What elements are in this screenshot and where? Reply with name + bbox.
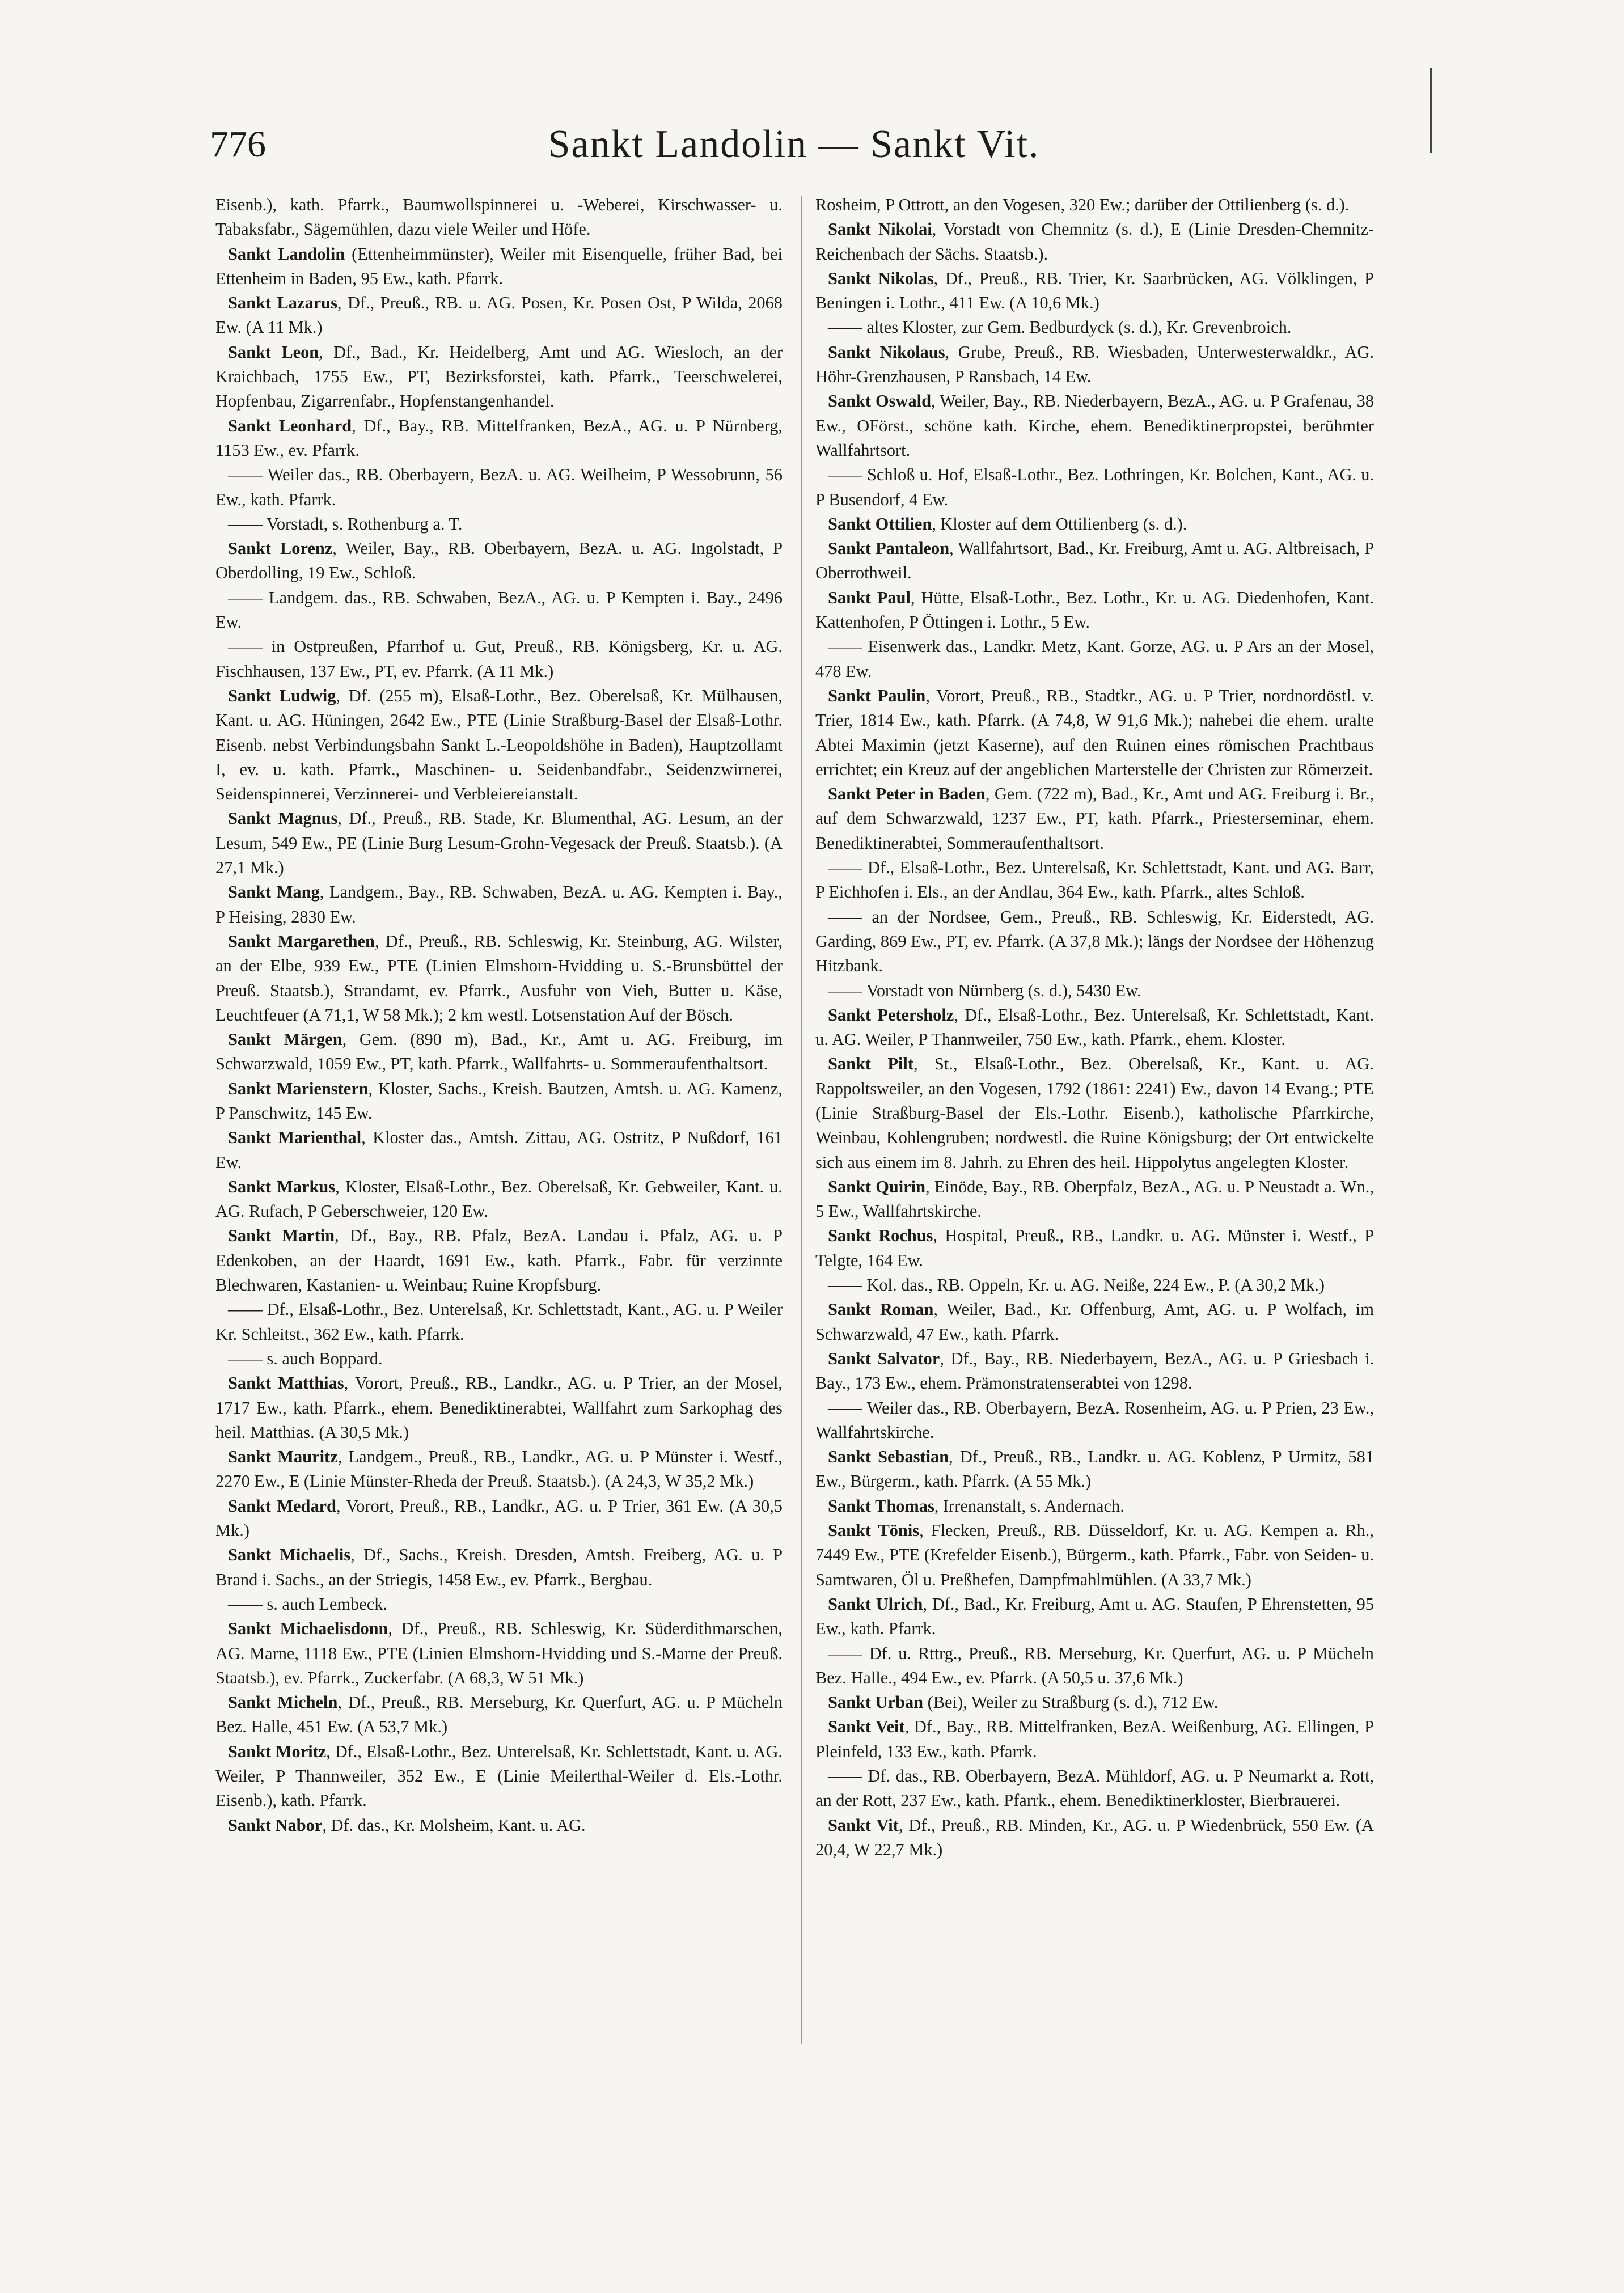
entry-text: , Df., Preuß., RB. Trier, Kr. Saarbrücken, AG. Völklingen, P Beningen i. Lothr., 411 Ew. (A 10,6 Mk.) xyxy=(815,268,1374,313)
page-number: 776 xyxy=(210,124,266,165)
left-column xyxy=(215,193,783,2058)
entry-headword: Sankt Tönis xyxy=(828,1521,920,1541)
entry-text: , Landgem., Preuß., RB., Landkr., AG. u. P Münster i. Westf., 2270 Ew., E (Linie Münster-Rheda der Preuß. Staatsb.). (A 24,3, W 35,2 Mk.) xyxy=(215,1447,783,1491)
entry-headword: Sankt Marienstern xyxy=(228,1078,369,1098)
gazetteer-entry xyxy=(215,806,783,880)
entry-headword: Sankt Thomas xyxy=(828,1496,934,1516)
entry-text: , Grube, Preuß., RB. Wiesbaden, Unterwesterwaldkr., AG. Höhr-Grenzhausen, P Ransbach, 14 Ew. xyxy=(815,342,1374,387)
entry-text: , Df., Preuß., RB. Schleswig, Kr. Steinburg, AG. Wilster, an der Elbe, 939 Ew., PTE (Linien Elmshorn-Hvidding u. S.-Brunsbüttel der Preuß. Staatsb.), Strandamt, ev. Pfarrk., Ausfuhr von Vieh, Butter u. Käse, Leuchtfeuer (A 71,1, W 58 Mk.); 2 km westl. Lotsenstation Auf der Bösch. xyxy=(215,931,783,1025)
gazetteer-entry xyxy=(815,1813,1374,1863)
entry-headword: Sankt Nabor xyxy=(228,1815,323,1835)
gazetteer-subentry xyxy=(815,1396,1374,1445)
entry-headword: Sankt Markus xyxy=(228,1177,336,1196)
entry-text: —— Weiler das., RB. Oberbayern, BezA. u. AG. Weilheim, P Wessobrunn, 56 Ew., kath. Pfarrk. xyxy=(215,465,783,509)
gazetteer-entry xyxy=(815,1347,1374,1396)
entry-text: Eisenb.), kath. Pfarrk., Baumwollspinnerei u. -Weberei, Kirschwasser- u. Tabaksfabr., Sägemühlen, dazu viele Weiler und Höfe. xyxy=(215,195,783,239)
gazetteer-subentry xyxy=(215,1297,783,1347)
entry-text: , St., Elsaß-Lothr., Bez. Oberelsaß, Kr., Kant. u. AG. Rappoltsweiler, an den Vogesen, 1792 (1861: 2241) Ew., davon 14 Evang.; PTE (Linie Straßburg-Basel der Els.-Lothr. Eisenb.), katholische Pfarrkirche, Weinbau, Kohlengruben; nordwestl. die Ruine Königsburg; der Ort entwickelte sich aus einem im 8. Jahrh. zu Ehren des heil. Hippolytus angelegten Kloster. xyxy=(815,1054,1374,1172)
entry-headword: Sankt Petersholz xyxy=(828,1005,954,1025)
gazetteer-subentry xyxy=(215,463,783,512)
gazetteer-entry xyxy=(215,291,783,340)
gazetteer-entry xyxy=(215,242,783,291)
gazetteer-entry xyxy=(815,536,1374,586)
gazetteer-subentry xyxy=(815,979,1374,1003)
gazetteer-entry xyxy=(815,389,1374,463)
entry-headword: Sankt Michaelis xyxy=(228,1545,351,1565)
gazetteer-subentry xyxy=(215,586,783,635)
gazetteer-entry xyxy=(215,1371,783,1445)
entry-headword: Sankt Nikolas xyxy=(828,268,934,288)
gazetteer-entry xyxy=(815,217,1374,266)
entry-text: (Bei), Weiler zu Straßburg (s. d.), 712 Ew. xyxy=(923,1693,1219,1712)
entry-text: , Landgem., Bay., RB. Schwaben, BezA. u. AG. Kempten i. Bay., P Heising, 2830 Ew. xyxy=(215,882,783,926)
gazetteer-entry xyxy=(815,684,1374,782)
entry-headword: Sankt Lorenz xyxy=(228,539,333,559)
entry-text: , Weiler, Bad., Kr. Offenburg, Amt, AG. u. P Wolfach, im Schwarzwald, 47 Ew., kath. Pfarrk. xyxy=(815,1300,1374,1344)
entry-text: , Gem. (722 m), Bad., Kr., Amt und AG. Freiburg i. Br., auf dem Schwarzwald, 1237 Ew., PT, kath. Pfarrk., Priesterseminar, ehem. Benediktinerabtei, Sommeraufenthaltsort. xyxy=(815,784,1374,853)
entry-text: —— Weiler das., RB. Oberbayern, BezA. Rosenheim, AG. u. P Prien, 23 Ew., Wallfahrtskirche. xyxy=(815,1398,1374,1442)
gazetteer-entry xyxy=(815,1445,1374,1494)
entry-text: , Weiler, Bay., RB. Niederbayern, BezA., AG. u. P Grafenau, 38 Ew., OFörst., schöne kath. Kirche, ehem. Benediktinerpropstei, berühmter Wallfahrtsort. xyxy=(815,391,1374,460)
gazetteer-subentry xyxy=(815,905,1374,979)
gazetteer-entry xyxy=(215,1224,783,1297)
entry-headword: Sankt Paul xyxy=(828,587,911,607)
gazetteer-subentry xyxy=(815,1764,1374,1813)
entry-text: , Df., Bay., RB. Mittelfranken, BezA. Weißenburg, AG. Ellingen, P Pleinfeld, 133 Ew., kath. Pfarrk. xyxy=(815,1717,1374,1761)
entry-text: , Df. (255 m), Elsaß-Lothr., Bez. Oberelsaß, Kr. Mülhausen, Kant. u. AG. Hüningen, 2642 Ew., PTE (Linie Straßburg-Basel der Elsaß-Lothr. Eisenb. nebst Verbindungsbahn Sankt L.-Leopoldshöhe in Baden), Hauptzollamt I, ev. u. kath. Pfarrk., Maschinen- u. Seidenbandfabr., Seidenzwirnerei, Seidenspinnerei, Verzinnerei- und Verbleiereianstalt. xyxy=(215,686,783,804)
entry-text: (Ettenheimmünster), Weiler mit Eisenquelle, früher Bad, bei Ettenheim in Baden, 95 Ew., kath. Pfarrk. xyxy=(215,244,783,288)
gazetteer-entry xyxy=(215,1445,783,1494)
running-title: Sankt Landolin — Sankt Vit. xyxy=(548,122,1040,166)
entry-text: —— an der Nordsee, Gem., Preuß., RB. Schleswig, Kr. Eiderstedt, AG. Garding, 869 Ew., PT, ev. Pfarrk. (A 37,8 Mk.); längs der Nordsee der Höhenzug Hitzbank. xyxy=(815,907,1374,976)
entry-text: , Irrenanstalt, s. Andernach. xyxy=(934,1496,1124,1516)
gazetteer-entry xyxy=(815,1224,1374,1273)
entry-continuation xyxy=(215,193,783,242)
entry-text: —— Schloß u. Hof, Elsaß-Lothr., Bez. Lothringen, Kr. Bolchen, Kant., AG. u. P Busendorf, 4 Ew. xyxy=(815,465,1374,509)
entry-headword: Sankt Paulin xyxy=(828,686,926,705)
entry-headword: Sankt Märgen xyxy=(228,1030,342,1050)
entry-text: , Df., Bay., RB. Mittelfranken, BezA., AG. u. P Nürnberg, 1153 Ew., ev. Pfarrk. xyxy=(215,416,783,460)
entry-headword: Sankt Micheln xyxy=(228,1693,338,1712)
right-column xyxy=(815,193,1374,2058)
entry-headword: Sankt Rochus xyxy=(828,1226,933,1246)
entry-text: , Vorort, Preuß., RB., Stadtkr., AG. u. P Trier, nordnordöstl. v. Trier, 1814 Ew., kath. Pfarrk. (A 74,8, W 91,6 Mk.); nahebei die ehem. uralte Abtei Maximin (jetzt Kaserne), auf den Ruinen eines römischen Prachtbaus errichtet; ein Kreuz auf der angeblichen Marterstelle der Christen zur Römerzeit. xyxy=(815,686,1374,779)
margin-rule xyxy=(1430,68,1432,153)
entry-text: , Kloster, Elsaß-Lothr., Bez. Oberelsaß, Kr. Gebweiler, Kant. u. AG. Rufach, P Geberschweier, 120 Ew. xyxy=(215,1177,783,1221)
column-divider xyxy=(801,196,802,2044)
entry-text: —— Df., Elsaß-Lothr., Bez. Unterelsaß, Kr. Schlettstadt, Kant. und AG. Barr, P Eichhofen i. Els., an der Andlau, 364 Ew., kath. Pfarrk., altes Schloß. xyxy=(815,858,1374,902)
entry-text: , Weiler, Bay., RB. Oberbayern, BezA. u. AG. Ingolstadt, P Oberdolling, 19 Ew., Schloß. xyxy=(215,539,783,583)
entry-headword: Sankt Lazarus xyxy=(228,293,337,313)
gazetteer-subentry xyxy=(815,634,1374,684)
entry-headword: Sankt Oswald xyxy=(828,391,931,411)
gazetteer-entry xyxy=(815,340,1374,390)
gazetteer-entry xyxy=(215,1077,783,1126)
entry-headword: Sankt Pilt xyxy=(828,1054,914,1074)
entry-text: , Df., Preuß., RB. Minden, Kr., AG. u. P Wiedenbrück, 550 Ew. (A 20,4, W 22,7 Mk.) xyxy=(815,1815,1374,1859)
gazetteer-entry xyxy=(815,1715,1374,1764)
gazetteer-entry xyxy=(215,929,783,1027)
gazetteer-entry xyxy=(215,684,783,806)
gazetteer-entry xyxy=(815,512,1374,536)
entry-text: —— altes Kloster, zur Gem. Bedburdyck (s. d.), Kr. Grevenbroich. xyxy=(828,318,1292,337)
gazetteer-subentry xyxy=(215,512,783,536)
entry-text: —— Vorstadt, s. Rothenburg a. T. xyxy=(228,514,463,534)
gazetteer-subentry xyxy=(215,1592,783,1617)
entry-text: , Df., Preuß., RB., Landkr. u. AG. Koblenz, P Urmitz, 581 Ew., Bürgerm., kath. Pfarrk. (A 55 Mk.) xyxy=(815,1447,1374,1491)
gazetteer-entry xyxy=(215,1543,783,1592)
entry-headword: Sankt Ottilien xyxy=(828,514,932,534)
entry-text: , Df., Elsaß-Lothr., Bez. Unterelsaß, Kr. Schlettstadt, Kant. u. AG. Weiler, P Thannweiler, 352 Ew., E (Linie Meilerthal-Weiler d. Els.-Lothr. Eisenb.), kath. Pfarrk. xyxy=(215,1741,783,1810)
gazetteer-subentry xyxy=(215,634,783,684)
entry-headword: Sankt Pantaleon xyxy=(828,539,950,559)
gazetteer-entry xyxy=(215,414,783,463)
entry-headword: Sankt Leonhard xyxy=(228,416,352,435)
entry-text: , Kloster das., Amtsh. Zittau, AG. Ostritz, P Nußdorf, 161 Ew. xyxy=(215,1128,783,1172)
gazetteer-entry xyxy=(215,1027,783,1077)
entry-headword: Sankt Salvator xyxy=(828,1348,940,1368)
entry-headword: Sankt Peter in Baden xyxy=(828,784,986,804)
entry-text: , Df., Preuß., RB. Schleswig, Kr. Süderdithmarschen, AG. Marne, 1118 Ew., PTE (Linien Elmshorn-Hvidding und S.-Marne der Preuß. Staatsb.), ev. Pfarrk., Zuckerfabr. (A 68,3, W 51 Mk.) xyxy=(215,1619,783,1687)
entry-text: —— Eisenwerk das., Landkr. Metz, Kant. Gorze, AG. u. P Ars an der Mosel, 478 Ew. xyxy=(815,637,1374,681)
gazetteer-subentry xyxy=(815,1642,1374,1691)
gazetteer-entry xyxy=(815,1494,1374,1518)
entry-headword: Sankt Landolin xyxy=(228,244,345,264)
entry-text: —— Df., Elsaß-Lothr., Bez. Unterelsaß, Kr. Schlettstadt, Kant., AG. u. P Weiler Kr. Schleitst., 362 Ew., kath. Pfarrk. xyxy=(215,1300,783,1344)
entry-text: —— Df. u. Rttrg., Preuß., RB. Merseburg, Kr. Querfurt, AG. u. P Mücheln Bez. Halle., 494 Ew., ev. Pfarrk. (A 50,5 u. 37,6 Mk.) xyxy=(815,1643,1374,1687)
entry-headword: Sankt Mauritz xyxy=(228,1447,338,1467)
entry-text: , Df., Preuß., RB. Merseburg, Kr. Querfurt, AG. u. P Mücheln Bez. Halle, 451 Ew. (A 53,7 Mk.) xyxy=(215,1693,783,1737)
entry-text: , Vorort, Preuß., RB., Landkr., AG. u. P Trier, an der Mosel, 1717 Ew., kath. Pfarrk., ehem. Benediktinerabtei, Wallfahrt zum Sarkophag des heil. Matthias. (A 30,5 Mk.) xyxy=(215,1373,783,1442)
entry-text: , Df., Preuß., RB. Stade, Kr. Blumenthal, AG. Lesum, an der Lesum, 549 Ew., PE (Linie Burg Lesum-Grohn-Vegesack der Preuß. Staatsb.). (A 27,1 Mk.) xyxy=(215,809,783,878)
entry-text: , Df., Bad., Kr. Freiburg, Amt u. AG. Staufen, P Ehrenstetten, 95 Ew., kath. Pfarrk. xyxy=(815,1594,1374,1639)
entry-headword: Sankt Michaelisdonn xyxy=(228,1619,388,1639)
gazetteer-entry xyxy=(815,782,1374,856)
entry-text: —— Landgem. das., RB. Schwaben, BezA., AG. u. P Kempten i. Bay., 2496 Ew. xyxy=(215,587,783,632)
entry-headword: Sankt Moritz xyxy=(228,1741,327,1761)
gazetteer-subentry xyxy=(215,1347,783,1371)
gazetteer-subentry xyxy=(815,856,1374,905)
gazetteer-entry xyxy=(215,536,783,586)
entry-text: , Hospital, Preuß., RB., Landkr. u. AG. Münster i. Westf., P Telgte, 164 Ew. xyxy=(815,1226,1374,1270)
entry-text: , Vorort, Preuß., RB., Landkr., AG. u. P Trier, 361 Ew. (A 30,5 Mk.) xyxy=(215,1496,783,1541)
entry-headword: Sankt Roman xyxy=(828,1300,934,1319)
gazetteer-subentry xyxy=(815,315,1374,340)
gazetteer-entry xyxy=(215,880,783,929)
entry-headword: Sankt Margarethen xyxy=(228,931,375,951)
entry-text: , Hütte, Elsaß-Lothr., Bez. Lothr., Kr. u. AG. Diedenhofen, Kant. Kattenhofen, P Öttingen i. Lothr., 5 Ew. xyxy=(815,587,1374,632)
gazetteer-entry xyxy=(215,1175,783,1224)
entry-text: —— s. auch Lembeck. xyxy=(228,1594,388,1614)
page-header xyxy=(210,113,1378,176)
gazetteer-entry xyxy=(815,586,1374,635)
entry-text: , Kloster, Sachs., Kreish. Bautzen, Amtsh. u. AG. Kamenz, P Panschwitz, 145 Ew. xyxy=(215,1078,783,1123)
gazetteer-entry xyxy=(815,266,1374,316)
entry-text: , Gem. (890 m), Bad., Kr., Amt u. AG. Freiburg, im Schwarzwald, 1059 Ew., PT, kath. Pfarrk., Wallfahrts- u. Sommeraufenthaltsort. xyxy=(215,1030,783,1074)
entry-headword: Sankt Ulrich xyxy=(828,1594,923,1614)
entry-headword: Sankt Sebastian xyxy=(828,1447,949,1467)
entry-headword: Sankt Magnus xyxy=(228,809,338,828)
entry-text: , Kloster auf dem Ottilienberg (s. d.). xyxy=(932,514,1187,534)
gazetteer-entry xyxy=(215,1740,783,1813)
entry-headword: Sankt Martin xyxy=(228,1226,335,1246)
entry-headword: Sankt Quirin xyxy=(828,1177,926,1196)
gazetteer-entry xyxy=(215,1813,783,1838)
entry-text: , Df., Bay., RB. Pfalz, BezA. Landau i. Pfalz, AG. u. P Edenkoben, an der Haardt, 1691 Ew., kath. Pfarrk., Fabr. für verzinnte Blechwaren, Kastanien- u. Weinbau; Ruine Kropfsburg. xyxy=(215,1226,783,1295)
entry-headword: Sankt Nikolai xyxy=(828,219,932,239)
entry-headword: Sankt Medard xyxy=(228,1496,336,1516)
gazetteer-entry xyxy=(215,1690,783,1740)
entry-text: , Df., Sachs., Kreish. Dresden, Amtsh. Freiberg, AG. u. P Brand i. Sachs., an der Striegis, 1458 Ew., ev. Pfarrk., Bergbau. xyxy=(215,1545,783,1589)
entry-text: —— Vorstadt von Nürnberg (s. d.), 5430 Ew. xyxy=(828,980,1141,1000)
entry-headword: Sankt Urban xyxy=(828,1693,924,1712)
entry-text: , Df., Bay., RB. Niederbayern, BezA., AG. u. P Griesbach i. Bay., 173 Ew., ehem. Prämonstratenserabtei von 1298. xyxy=(815,1348,1374,1393)
gazetteer-entry xyxy=(815,1690,1374,1715)
entry-text: , Wallfahrtsort, Bad., Kr. Freiburg, Amt u. AG. Altbreisach, P Oberrothweil. xyxy=(815,539,1374,583)
entry-text: —— Kol. das., RB. Oppeln, Kr. u. AG. Neiße, 224 Ew., P. (A 30,2 Mk.) xyxy=(828,1275,1325,1295)
gazetteer-subentry xyxy=(815,1273,1374,1297)
entry-headword: Sankt Matthias xyxy=(228,1373,344,1393)
entry-text: —— in Ostpreußen, Pfarrhof u. Gut, Preuß., RB. Königsberg, Kr. u. AG. Fischhausen, 137 Ew., PT, ev. Pfarrk. (A 11 Mk.) xyxy=(215,637,783,681)
gazetteer-entry xyxy=(815,1175,1374,1224)
entry-text: Rosheim, P Ottrott, an den Vogesen, 320 Ew.; darüber der Ottilienberg (s. d.). xyxy=(815,195,1350,214)
gazetteer-entry xyxy=(815,1518,1374,1592)
gazetteer-entry xyxy=(215,1494,783,1543)
gazetteer-entry xyxy=(815,1297,1374,1347)
entry-text: , Flecken, Preuß., RB. Düsseldorf, Kr. u. AG. Kempen a. Rh., 7449 Ew., PTE (Krefelder Eisenb.), Bürgerm., kath. Pfarrk., Fabr. von Seiden- u. Samtwaren, Öl u. Preßhefen, Dampfmahlmühlen. (A 33,7 Mk.) xyxy=(815,1521,1374,1589)
gazetteer-entry xyxy=(815,1003,1374,1052)
gazetteer-entry xyxy=(215,340,783,414)
entry-headword: Sankt Ludwig xyxy=(228,686,336,705)
entry-text: , Einöde, Bay., RB. Oberpfalz, BezA., AG. u. P Neustadt a. Wn., 5 Ew., Wallfahrtskirche. xyxy=(815,1177,1374,1221)
gazetteer-entry xyxy=(815,1052,1374,1174)
gazetteer-entry xyxy=(215,1617,783,1690)
entry-text: , Df. das., Kr. Molsheim, Kant. u. AG. xyxy=(322,1815,586,1835)
entry-text: , Df., Elsaß-Lothr., Bez. Unterelsaß, Kr. Schlettstadt, Kant. u. AG. Weiler, P Thannweiler, 750 Ew., kath. Pfarrk., ehem. Kloster. xyxy=(815,1005,1374,1050)
entry-text: —— Df. das., RB. Oberbayern, BezA. Mühldorf, AG. u. P Neumarkt a. Rott, an der Rott, 237 Ew., kath. Pfarrk., ehem. Benediktinerkloster, Bierbrauerei. xyxy=(815,1766,1374,1810)
entry-text: , Df., Preuß., RB. u. AG. Posen, Kr. Posen Ost, P Wilda, 2068 Ew. (A 11 Mk.) xyxy=(215,293,783,337)
gazetteer-entry xyxy=(215,1126,783,1175)
entry-headword: Sankt Mang xyxy=(228,882,320,902)
entry-text: , Vorstadt von Chemnitz (s. d.), E (Linie Dresden-Chemnitz-Reichenbach der Sächs. Staatsb.). xyxy=(815,219,1374,264)
entry-headword: Sankt Leon xyxy=(228,342,319,362)
gazetteer-subentry xyxy=(815,463,1374,512)
entry-continuation xyxy=(815,193,1374,217)
entry-text: , Df., Bad., Kr. Heidelberg, Amt und AG. Wiesloch, an der Kraichbach, 1755 Ew., PT, Bezirksforstei, kath. Pfarrk., Teerschwelerei, Hopfenbau, Zigarrenfabr., Hopfenstangenhandel. xyxy=(215,342,783,411)
entry-headword: Sankt Nikolaus xyxy=(828,342,945,362)
gazetteer-entry xyxy=(815,1592,1374,1642)
entry-text: —— s. auch Boppard. xyxy=(228,1348,383,1368)
entry-headword: Sankt Marienthal xyxy=(228,1128,362,1148)
entry-headword: Sankt Vit xyxy=(828,1815,899,1835)
entry-headword: Sankt Veit xyxy=(828,1717,905,1737)
